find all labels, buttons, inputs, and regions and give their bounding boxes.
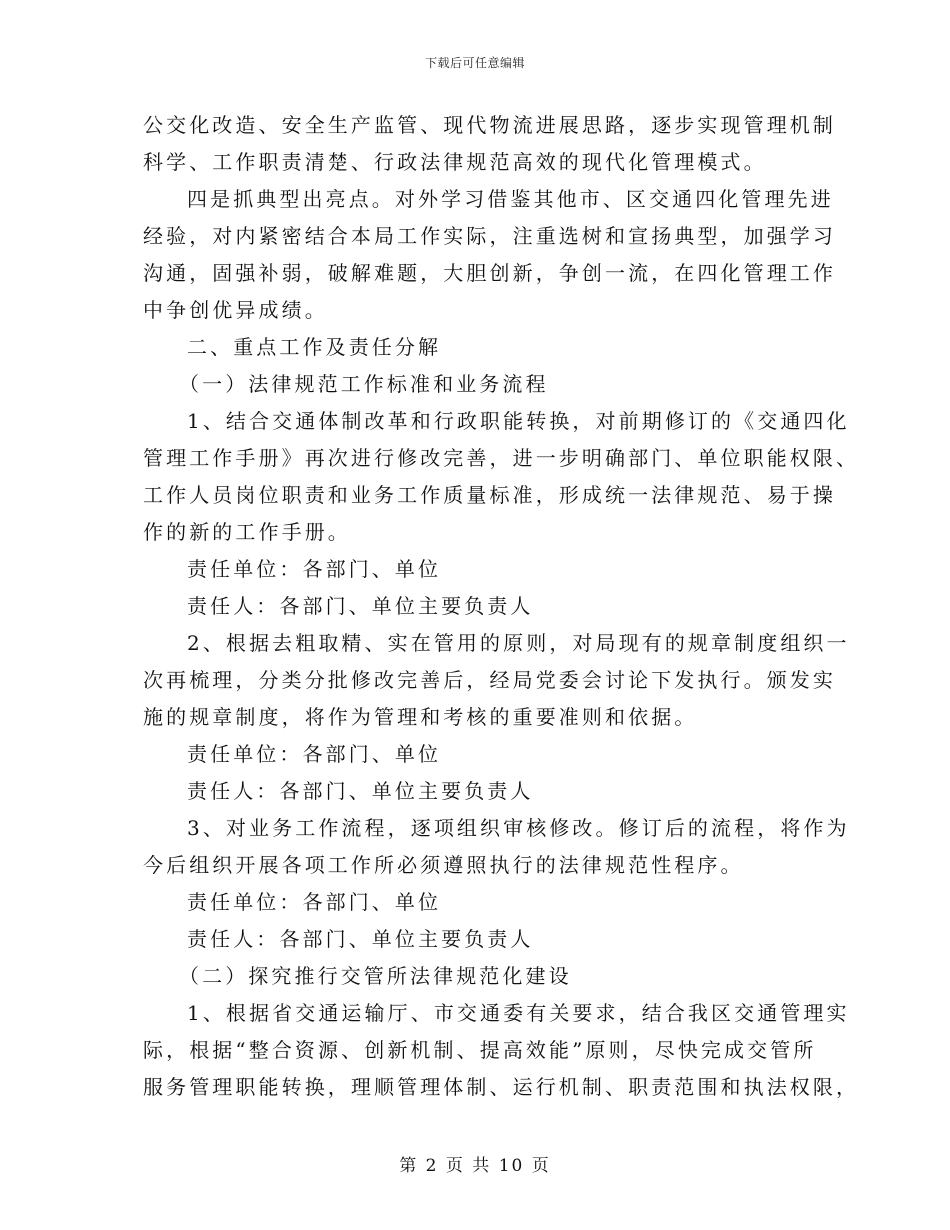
text-line: （二）探究推行交管所法律规范化建设	[179, 964, 572, 988]
text-line: 沟通，固强补弱，破解难题，大胆创新，争创一流，在四化管理工作	[143, 261, 836, 285]
text-line: 中争创优异成绩。	[143, 298, 328, 322]
page-number-footer: 第 2 页 共 10 页	[399, 1156, 551, 1176]
text-line: 工作人员岗位职责和业务工作质量标准，形成统一法律规范、易于操	[143, 483, 836, 507]
text-line: 1、根据省交通运输厅、市交通委有关要求，结合我区交通管理实	[187, 1001, 850, 1025]
text-line: 际，根据“整合资源、创新机制、提高效能”原则，尽快完成交管所	[143, 1038, 817, 1062]
text-line: 管理工作手册》再次进行修改完善，进一步明确部门、单位职能权限、	[143, 446, 860, 470]
text-line: 责任人：各部门、单位主要负责人	[187, 779, 534, 803]
text-line: 1、结合交通体制改革和行政职能转换，对前期修订的《交通四化	[187, 409, 850, 433]
text-line: 公交化改造、安全生产监管、现代物流进展思路，逐步实现管理机制	[143, 113, 836, 137]
text-line: 二、重点工作及责任分解	[187, 335, 442, 359]
text-line: 责任单位：各部门、单位	[187, 557, 442, 581]
text-line: 施的规章制度，将作为管理和考核的重要准则和依据。	[143, 705, 698, 729]
text-line: 责任单位：各部门、单位	[187, 742, 442, 766]
text-line: 经验，对内紧密结合本局工作实际，注重选树和宣扬典型，加强学习	[143, 224, 836, 248]
text-line: （一）法律规范工作标准和业务流程	[179, 372, 549, 396]
document-body	[143, 107, 860, 1106]
text-line: 作的新的工作手册。	[143, 520, 351, 544]
text-line: 服务管理职能转换，理顺管理体制、运行机制、职责范围和执法权限，	[143, 1075, 860, 1099]
text-line: 责任人：各部门、单位主要负责人	[187, 927, 534, 951]
text-line: 次再梳理，分类分批修改完善后，经局党委会讨论下发执行。颁发实	[143, 668, 836, 692]
text-line: 今后组织开展各项工作所必须遵照执行的法律规范性程序。	[143, 853, 744, 877]
text-line: 责任单位：各部门、单位	[187, 890, 442, 914]
text-line: 3、对业务工作流程，逐项组织审核修改。修订后的流程，将作为	[187, 816, 850, 840]
text-line: 四是抓典型出亮点。对外学习借鉴其他市、区交通四化管理先进	[187, 187, 834, 211]
text-line: 2、根据去粗取精、实在管用的原则，对局现有的规章制度组织一	[187, 631, 850, 655]
page-header: 下载后可任意编辑	[424, 56, 525, 70]
text-line: 科学、工作职责清楚、行政法律规范高效的现代化管理模式。	[143, 150, 767, 174]
text-line: 责任人：各部门、单位主要负责人	[187, 594, 534, 618]
